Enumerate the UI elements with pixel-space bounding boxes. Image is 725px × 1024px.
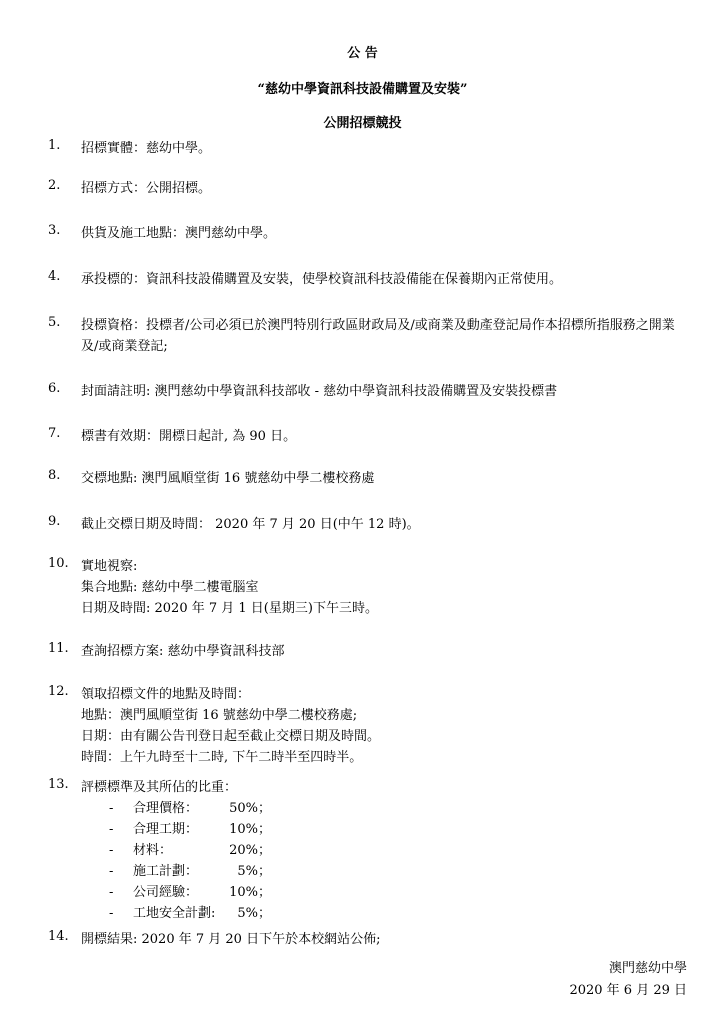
item-text: 招標方式：公開招標。 (81, 181, 212, 196)
criteria-weight: 5%； (237, 864, 271, 879)
criteria-name: 合理工期： (133, 822, 199, 837)
item-number: 7. (48, 426, 61, 441)
criteria-row (81, 798, 271, 819)
criteria-row (81, 861, 271, 882)
item-number: 1. (48, 138, 61, 153)
item-number: 12. (48, 684, 69, 699)
item-detail: 時間：上午九時至十二時, 下午二時半至四時半。 (81, 750, 363, 765)
bullet-dash: - (109, 801, 114, 816)
item-title: 領取招標文件的地點及時間： (81, 687, 251, 702)
criteria-row (81, 819, 271, 840)
criteria-name: 合理價格： (133, 801, 199, 816)
criteria-weight: 50%； (229, 801, 271, 816)
item-text: 招標實體：慈幼中學。 (81, 141, 212, 156)
item-number: 2. (48, 178, 61, 193)
item-text: 供貨及施工地點：澳門慈幼中學。 (81, 226, 277, 241)
item-detail: 地點：澳門風順堂街 16 號慈幼中學二樓校務處; (81, 708, 358, 723)
bullet-dash: - (109, 906, 114, 921)
criteria-weight: 5%； (237, 906, 271, 921)
item-detail: 日期及時間: 2020 年 7 月 1 日(星期三)下午三時。 (81, 601, 378, 616)
bullet-dash: - (109, 843, 114, 858)
bullet-dash: - (109, 864, 114, 879)
item-number: 5. (48, 315, 61, 330)
item-text: 標書有效期：開標日起計, 為 90 日。 (81, 429, 297, 444)
project-title: “慈幼中學資訊科技設備購置及安裝” (257, 82, 468, 97)
signature-block (569, 958, 687, 1002)
item-text: 承投標的：資訊科技設備購置及安裝，使學校資訊科技設備能在保養期內正常使用。 (81, 272, 563, 287)
item-number: 11. (48, 641, 69, 656)
criteria-name: 施工計劃： (133, 864, 199, 879)
criteria-row (81, 840, 271, 861)
tender-subtitle: 公開招標競投 (323, 116, 402, 131)
item-number: 10. (48, 556, 69, 571)
item-content (81, 684, 677, 768)
item-text: 封面請註明: 澳門慈幼中學資訊科技部收 - 慈幼中學資訊科技設備購置及安裝投標書 (81, 384, 558, 399)
item-number: 4. (48, 269, 61, 284)
item-number: 13. (48, 777, 69, 792)
item-content (81, 777, 677, 924)
criteria-weight: 10%； (229, 822, 271, 837)
item-content (81, 556, 677, 619)
notice-title: 公 告 (347, 46, 378, 61)
criteria-weight: 10%； (229, 885, 271, 900)
item-number: 14. (48, 929, 69, 944)
item-number: 8. (48, 468, 61, 483)
item-text: 投標資格：投標者/公司必須已於澳門特別行政區財政局及/或商業及動產登記局作本招標所指服務之開業及/或商業登記; (81, 318, 675, 354)
item-detail: 集合地點: 慈幼中學二樓電腦室 (81, 580, 259, 595)
item-number: 9. (48, 514, 61, 529)
signature-date: 2020 年 6 月 29 日 (569, 983, 687, 998)
signature-org: 澳門慈幼中學 (608, 961, 687, 976)
criteria-name: 公司經驗： (133, 885, 199, 900)
criteria-row (81, 882, 271, 903)
item-number: 6. (48, 381, 61, 396)
item-detail: 日期：由有關公告刊登日起至截止交標日期及時間。 (81, 729, 381, 744)
bullet-dash: - (109, 822, 114, 837)
item-title: 評標標準及其所佔的比重： (81, 780, 238, 795)
criteria-name: 材料： (133, 843, 173, 858)
item-text: 開標結果: 2020 年 7 月 20 日下午於本校網站公佈; (81, 932, 381, 947)
item-text: 查詢招標方案: 慈幼中學資訊科技部 (81, 644, 285, 659)
criteria-row (81, 903, 271, 924)
item-text: 交標地點: 澳門風順堂街 16 號慈幼中學二樓校務處 (81, 471, 375, 486)
item-text: 截止交標日期及時間： 2020 年 7 月 20 日(中午 12 時)。 (81, 517, 420, 532)
criteria-weight: 20%； (229, 843, 271, 858)
item-number: 3. (48, 223, 61, 238)
bullet-dash: - (109, 885, 114, 900)
criteria-list (81, 798, 271, 924)
item-title: 實地視察: (81, 559, 138, 574)
criteria-name: 工地安全計劃: (133, 906, 216, 921)
